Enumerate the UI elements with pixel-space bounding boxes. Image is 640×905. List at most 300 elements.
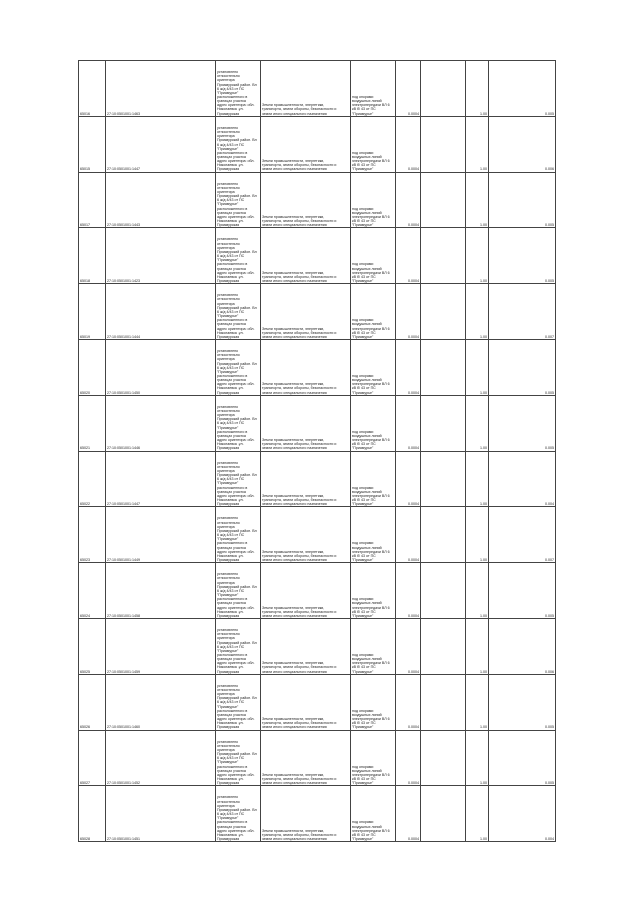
loc-line: относительно: [217, 74, 240, 79]
permitted-use-cell: [351, 339, 396, 395]
cat-line: Земли промышленности, энергетики,: [262, 493, 325, 498]
rate-cell: 1.00: [466, 228, 489, 284]
loc-line: Николаевка .ул.: [217, 832, 244, 837]
row-id-cell: 65015: [79, 116, 106, 172]
loc-line: "Приамурье": [217, 816, 239, 821]
loc-line: адрес ориентира: обл.: [217, 493, 255, 498]
loc-line: адрес ориентира: обл.: [217, 382, 255, 387]
cat-line: Земли промышленности, энергетики,: [262, 214, 325, 219]
permitted-use-cell: [351, 618, 396, 674]
loc-line: установлено: [217, 293, 239, 298]
use-line: кВ б/ 43 от ПС: [352, 107, 376, 112]
loc-line: 6 ж/д 4/43 от ПС: [217, 756, 245, 761]
cat-line: Земли промышленности, энергетики,: [262, 270, 325, 275]
empty-cell: [421, 786, 466, 842]
loc-line: Приамурский район. Вл: [217, 640, 257, 645]
use-line: "Приамурье": [352, 837, 374, 841]
loc-line: границах участка: [217, 266, 246, 271]
loc-line: относительно: [217, 130, 240, 135]
loc-line: ориентира: [217, 357, 235, 362]
loc-line: Приамурский район. Вл: [217, 584, 257, 589]
loc-line: ориентира: [217, 189, 235, 194]
loc-line: Приамурский район. Вл: [217, 305, 257, 310]
loc-line: 6 ж/д 4/43 от ПС: [217, 477, 245, 482]
row-id-cell: 65026: [79, 674, 106, 730]
loc-line: Приамурский район. Вл: [217, 361, 257, 366]
loc-line: границах участка: [217, 712, 246, 717]
use-line: кВ б/ 43 от ПС: [352, 721, 376, 726]
permitted-use-cell: [351, 563, 396, 619]
area-cell: 0.0004: [396, 618, 421, 674]
location-cell: [216, 116, 261, 172]
row-id-cell: 65016: [79, 61, 106, 117]
loc-line: Приамурская: [217, 223, 240, 228]
cat-line: Земли промышленности, энергетики,: [262, 382, 325, 387]
loc-line: расположенного в: [217, 541, 248, 546]
area-cell: 0.0004: [396, 786, 421, 842]
cadastral-number-cell: 27:10:0501001:1452: [106, 730, 216, 786]
loc-line: 6 ж/д 4/43 от ПС: [217, 86, 245, 91]
loc-line: границах участка: [217, 210, 246, 215]
empty-cell: [421, 451, 466, 507]
empty-cell: [421, 618, 466, 674]
loc-line: Приамурская: [217, 558, 240, 563]
cat-line: транспорта, земли обороны, безопасности и: [262, 330, 337, 335]
use-line: под опорами: [352, 206, 374, 211]
empty-cell: [421, 284, 466, 340]
use-line: "Приамурье": [352, 669, 374, 674]
cat-line: Земли промышленности, энергетики,: [262, 326, 325, 331]
use-line: под опорами: [352, 150, 374, 155]
land-category-cell: [261, 339, 351, 395]
loc-line: относительно: [217, 632, 240, 637]
location-cell: [216, 228, 261, 284]
land-plots-table: [78, 60, 556, 842]
table-row: [79, 116, 556, 172]
loc-line: 6 ж/д 4/43 от ПС: [217, 254, 245, 259]
cat-line: земли иного специального назначения: [262, 334, 327, 339]
use-line: кВ б/ 43 от ПС: [352, 163, 376, 168]
loc-line: 6 ж/д 4/43 от ПС: [217, 421, 245, 426]
table-row: [79, 618, 556, 674]
loc-line: установлено: [217, 404, 239, 409]
use-line: воздушных линий: [352, 154, 382, 159]
loc-line: расположенного в: [217, 652, 248, 657]
amount-cell: 0.005: [489, 172, 556, 228]
use-line: кВ б/ 43 от ПС: [352, 609, 376, 614]
loc-line: границах участка: [217, 489, 246, 494]
cat-line: земли иного специального назначения: [262, 390, 327, 395]
use-line: электропередачи ВЛ 6: [352, 103, 390, 108]
loc-line: ориентира: [217, 245, 235, 250]
amount-cell: 0.005: [489, 339, 556, 395]
area-cell: 0.0004: [396, 116, 421, 172]
loc-line: расположенного в: [217, 374, 248, 378]
table-row: [79, 228, 556, 284]
loc-line: Николаевка .ул.: [217, 163, 244, 168]
loc-line: ориентира: [217, 524, 235, 529]
permitted-use-cell: [351, 284, 396, 340]
rate-cell: 1.00: [466, 563, 489, 619]
use-line: электропередачи ВЛ 6: [352, 717, 390, 722]
permitted-use-cell: [351, 786, 396, 842]
use-line: "Приамурье": [352, 781, 374, 786]
cat-line: транспорта, земли обороны, безопасности и: [262, 665, 337, 670]
use-line: электропередачи ВЛ 6: [352, 159, 390, 164]
use-line: кВ б/ 43 от ПС: [352, 553, 376, 558]
cat-line: транспорта, земли обороны, безопасности и: [262, 777, 337, 782]
loc-line: ориентира: [217, 413, 235, 418]
loc-line: расположенного в: [217, 150, 248, 155]
empty-cell: [421, 674, 466, 730]
loc-line: "Приамурье": [217, 314, 239, 319]
cat-line: транспорта, земли обороны, безопасности и: [262, 274, 337, 279]
empty-cell: [421, 507, 466, 563]
permitted-use-cell: [351, 507, 396, 563]
amount-cell: 0.005: [489, 61, 556, 117]
cadastral-number-cell: 27:10:0501001:1463: [106, 61, 216, 117]
loc-line: "Приамурье": [217, 481, 239, 486]
use-line: электропередачи ВЛ 6: [352, 382, 390, 387]
loc-line: адрес ориентира: обл.: [217, 326, 255, 331]
table-row: [79, 172, 556, 228]
loc-line: Николаевка .ул.: [217, 107, 244, 112]
use-line: воздушных линий: [352, 378, 382, 383]
loc-line: относительно: [217, 353, 240, 358]
cat-line: транспорта, земли обороны, безопасности и: [262, 832, 337, 837]
area-cell: 0.0004: [396, 284, 421, 340]
loc-line: границах участка: [217, 768, 246, 773]
cat-line: транспорта, земли обороны, безопасности и: [262, 107, 337, 112]
area-cell: 0.0004: [396, 563, 421, 619]
loc-line: Приамурский район. Вл: [217, 417, 257, 422]
amount-cell: 0.007: [489, 284, 556, 340]
loc-line: 6 ж/д 4/43 от ПС: [217, 142, 245, 147]
cat-line: Земли промышленности, энергетики,: [262, 549, 325, 554]
loc-line: относительно: [217, 799, 240, 804]
use-line: электропередачи ВЛ 6: [352, 270, 390, 275]
cat-line: земли иного специального назначения: [262, 446, 327, 451]
use-line: "Приамурье": [352, 558, 374, 563]
row-id-cell: 65020: [79, 339, 106, 395]
loc-line: Николаевка .ул.: [217, 442, 244, 447]
cat-line: транспорта, земли обороны, безопасности и: [262, 163, 337, 168]
loc-line: Приамурский район. Вл: [217, 696, 257, 701]
location-cell: [216, 172, 261, 228]
location-cell: [216, 339, 261, 395]
use-line: "Приамурье": [352, 390, 374, 395]
cat-line: земли иного специального назначения: [262, 669, 327, 674]
empty-cell: [421, 116, 466, 172]
land-category-cell: [261, 116, 351, 172]
land-category-cell: [261, 507, 351, 563]
use-line: кВ б/ 43 от ПС: [352, 665, 376, 670]
loc-line: адрес ориентира: обл.: [217, 438, 255, 443]
permitted-use-cell: [351, 228, 396, 284]
loc-line: установлено: [217, 349, 239, 354]
use-line: электропередачи ВЛ 6: [352, 605, 390, 610]
row-id-cell: 65027: [79, 730, 106, 786]
loc-line: установлено: [217, 125, 239, 130]
table-row: [79, 61, 556, 117]
area-cell: 0.0004: [396, 451, 421, 507]
loc-line: относительно: [217, 520, 240, 525]
loc-line: установлено: [217, 628, 239, 633]
use-line: электропередачи ВЛ 6: [352, 438, 390, 443]
loc-line: установлено: [217, 181, 239, 186]
row-id-cell: 65019: [79, 284, 106, 340]
loc-line: Приамурская: [217, 279, 240, 284]
table-row: [79, 563, 556, 619]
loc-line: относительно: [217, 576, 240, 581]
rate-cell: 1.00: [466, 172, 489, 228]
loc-line: Приамурский район. Вл: [217, 473, 257, 478]
location-cell: [216, 618, 261, 674]
loc-line: Приамурская: [217, 613, 240, 618]
location-cell: [216, 451, 261, 507]
rate-cell: 1.00: [466, 284, 489, 340]
location-cell: [216, 786, 261, 842]
use-line: воздушных линий: [352, 210, 382, 215]
use-line: под опорами: [352, 485, 374, 490]
use-line: воздушных линий: [352, 489, 382, 494]
loc-line: адрес ориентира: обл.: [217, 828, 255, 833]
area-cell: 0.0004: [396, 339, 421, 395]
loc-line: границах участка: [217, 378, 246, 383]
permitted-use-cell: [351, 451, 396, 507]
cat-line: транспорта, земли обороны, безопасности и: [262, 721, 337, 726]
loc-line: расположенного в: [217, 206, 248, 211]
area-cell: 0.0004: [396, 172, 421, 228]
use-line: под опорами: [352, 652, 374, 657]
row-id-cell: 65017: [79, 172, 106, 228]
loc-line: "Приамурье": [217, 760, 239, 765]
use-line: воздушных линий: [352, 545, 382, 550]
amount-cell: 0.004: [489, 451, 556, 507]
area-cell: 0.0004: [396, 395, 421, 451]
use-line: воздушных линий: [352, 768, 382, 773]
amount-cell: 0.005: [489, 730, 556, 786]
loc-line: ориентира: [217, 78, 235, 83]
loc-line: границах участка: [217, 601, 246, 606]
loc-line: адрес ориентира: обл.: [217, 772, 255, 777]
loc-line: Приамурская: [217, 446, 240, 451]
empty-cell: [421, 563, 466, 619]
cat-line: Земли промышленности, энергетики,: [262, 605, 325, 610]
use-line: "Приамурье": [352, 502, 374, 507]
use-line: "Приамурье": [352, 223, 374, 228]
loc-line: 6 ж/д 4/43 от ПС: [217, 812, 245, 817]
cat-line: транспорта, земли обороны, безопасности и: [262, 442, 337, 447]
cat-line: земли иного специального назначения: [262, 223, 327, 228]
loc-line: ориентира: [217, 747, 235, 752]
cat-line: земли иного специального назначения: [262, 837, 327, 841]
cat-line: транспорта, земли обороны, безопасности и: [262, 553, 337, 558]
cadastral-number-cell: 27:10:0501001:1446: [106, 395, 216, 451]
cadastral-number-cell: 27:10:0501001:1443: [106, 172, 216, 228]
cat-line: земли иного специального назначения: [262, 781, 327, 786]
table-row: [79, 674, 556, 730]
loc-line: 6 ж/д 4/43 от ПС: [217, 533, 245, 538]
rate-cell: 1.00: [466, 61, 489, 117]
loc-line: относительно: [217, 409, 240, 414]
location-cell: [216, 730, 261, 786]
location-cell: [216, 507, 261, 563]
loc-line: Николаевка .ул.: [217, 553, 244, 558]
permitted-use-cell: [351, 730, 396, 786]
cadastral-number-cell: 27:10:0501001:1444: [106, 284, 216, 340]
loc-line: расположенного в: [217, 485, 248, 490]
loc-line: адрес ориентира: обл.: [217, 159, 255, 164]
cat-line: земли иного специального назначения: [262, 167, 327, 172]
loc-line: адрес ориентира: обл.: [217, 270, 255, 275]
use-line: воздушных линий: [352, 266, 382, 271]
loc-line: ориентира: [217, 468, 235, 473]
land-category-cell: [261, 284, 351, 340]
loc-line: 6 ж/д 4/43 от ПС: [217, 365, 245, 370]
cat-line: транспорта, земли обороны, безопасности и: [262, 219, 337, 224]
loc-line: "Приамурье": [217, 258, 239, 263]
loc-line: 6 ж/д 4/43 от ПС: [217, 309, 245, 314]
table-row: [79, 284, 556, 340]
loc-line: установлено: [217, 683, 239, 688]
use-line: "Приамурье": [352, 111, 374, 116]
table-row: [79, 786, 556, 842]
use-line: воздушных линий: [352, 824, 382, 829]
land-category-cell: [261, 61, 351, 117]
rate-cell: 1.00: [466, 451, 489, 507]
cat-line: транспорта, земли обороны, безопасности и: [262, 386, 337, 391]
loc-line: Приамурская: [217, 111, 240, 116]
area-cell: 0.0004: [396, 228, 421, 284]
use-line: воздушных линий: [352, 712, 382, 717]
use-line: электропередачи ВЛ 6: [352, 326, 390, 331]
loc-line: границах участка: [217, 657, 246, 662]
land-category-cell: [261, 395, 351, 451]
cadastral-number-cell: 27:10:0501001:1423: [106, 228, 216, 284]
location-cell: [216, 284, 261, 340]
use-line: кВ б/ 43 от ПС: [352, 498, 376, 503]
use-line: электропередачи ВЛ 6: [352, 772, 390, 777]
amount-cell: 0.005: [489, 395, 556, 451]
loc-line: относительно: [217, 464, 240, 469]
use-line: кВ б/ 43 от ПС: [352, 330, 376, 335]
loc-line: ориентира: [217, 692, 235, 697]
cat-line: Земли промышленности, энергетики,: [262, 717, 325, 722]
amount-cell: 0.004: [489, 786, 556, 842]
row-id-cell: 65025: [79, 618, 106, 674]
cat-line: земли иного специального назначения: [262, 279, 327, 284]
cadastral-number-cell: 27:10:0501001:1459: [106, 618, 216, 674]
use-line: кВ б/ 43 от ПС: [352, 219, 376, 224]
loc-line: "Приамурье": [217, 146, 239, 151]
loc-line: Приамурская: [217, 334, 240, 339]
loc-line: Приамурская: [217, 669, 240, 674]
land-category-cell: [261, 786, 351, 842]
loc-line: 6 ж/д 4/43 от ПС: [217, 700, 245, 705]
empty-cell: [421, 730, 466, 786]
use-line: электропередачи ВЛ 6: [352, 493, 390, 498]
loc-line: установлено: [217, 237, 239, 242]
use-line: под опорами: [352, 541, 374, 546]
loc-line: установлено: [217, 795, 239, 800]
table-row: [79, 507, 556, 563]
use-line: кВ б/ 43 от ПС: [352, 777, 376, 782]
use-line: под опорами: [352, 764, 374, 769]
cadastral-number-cell: 27:10:0501001:1460: [106, 674, 216, 730]
loc-line: Николаевка .ул.: [217, 274, 244, 279]
rate-cell: 1.00: [466, 395, 489, 451]
loc-line: установлено: [217, 516, 239, 521]
loc-line: границах участка: [217, 99, 246, 104]
use-line: электропередачи ВЛ 6: [352, 828, 390, 833]
rate-cell: 1.00: [466, 618, 489, 674]
loc-line: Приамурская: [217, 781, 240, 786]
location-cell: [216, 674, 261, 730]
use-line: электропередачи ВЛ 6: [352, 549, 390, 554]
row-id-cell: 65022: [79, 451, 106, 507]
permitted-use-cell: [351, 116, 396, 172]
table-body: [79, 61, 556, 842]
loc-line: установлено: [217, 739, 239, 744]
loc-line: адрес ориентира: обл.: [217, 605, 255, 610]
loc-line: "Приамурье": [217, 90, 239, 95]
permitted-use-cell: [351, 172, 396, 228]
loc-line: относительно: [217, 297, 240, 302]
loc-line: Николаевка .ул.: [217, 609, 244, 614]
rate-cell: 1.00: [466, 116, 489, 172]
row-id-cell: 65028: [79, 786, 106, 842]
row-id-cell: 65018: [79, 228, 106, 284]
cat-line: Земли промышленности, энергетики,: [262, 159, 325, 164]
loc-line: 6 ж/д 4/43 от ПС: [217, 198, 245, 203]
cat-line: Земли промышленности, энергетики,: [262, 828, 325, 833]
permitted-use-cell: [351, 61, 396, 117]
use-line: "Приамурье": [352, 334, 374, 339]
loc-line: адрес ориентира: обл.: [217, 661, 255, 666]
use-line: под опорами: [352, 374, 374, 378]
rate-cell: 1.00: [466, 730, 489, 786]
land-category-cell: [261, 172, 351, 228]
loc-line: Приамурская: [217, 837, 240, 841]
use-line: кВ б/ 43 от ПС: [352, 442, 376, 447]
use-line: под опорами: [352, 95, 374, 100]
use-line: "Приамурье": [352, 167, 374, 172]
loc-line: "Приамурье": [217, 593, 239, 598]
loc-line: Приамурский район. Вл: [217, 528, 257, 533]
loc-line: "Приамурье": [217, 202, 239, 207]
cadastral-number-cell: 27:10:0501001:1450: [106, 339, 216, 395]
use-line: кВ б/ 43 от ПС: [352, 832, 376, 837]
loc-line: границах участка: [217, 433, 246, 438]
land-category-cell: [261, 228, 351, 284]
loc-line: адрес ориентира: обл.: [217, 103, 255, 108]
use-line: кВ б/ 43 от ПС: [352, 274, 376, 279]
amount-cell: 0.005: [489, 228, 556, 284]
land-category-cell: [261, 563, 351, 619]
loc-line: расположенного в: [217, 429, 248, 434]
loc-line: Приамурская: [217, 502, 240, 507]
loc-line: расположенного в: [217, 95, 248, 100]
loc-line: относительно: [217, 743, 240, 748]
rate-cell: 1.00: [466, 786, 489, 842]
loc-line: Приамурский район. Вл: [217, 249, 257, 254]
use-line: воздушных линий: [352, 433, 382, 438]
loc-line: ориентира: [217, 803, 235, 808]
loc-line: установлено: [217, 572, 239, 577]
loc-line: расположенного в: [217, 820, 248, 825]
loc-line: ориентира: [217, 301, 235, 306]
